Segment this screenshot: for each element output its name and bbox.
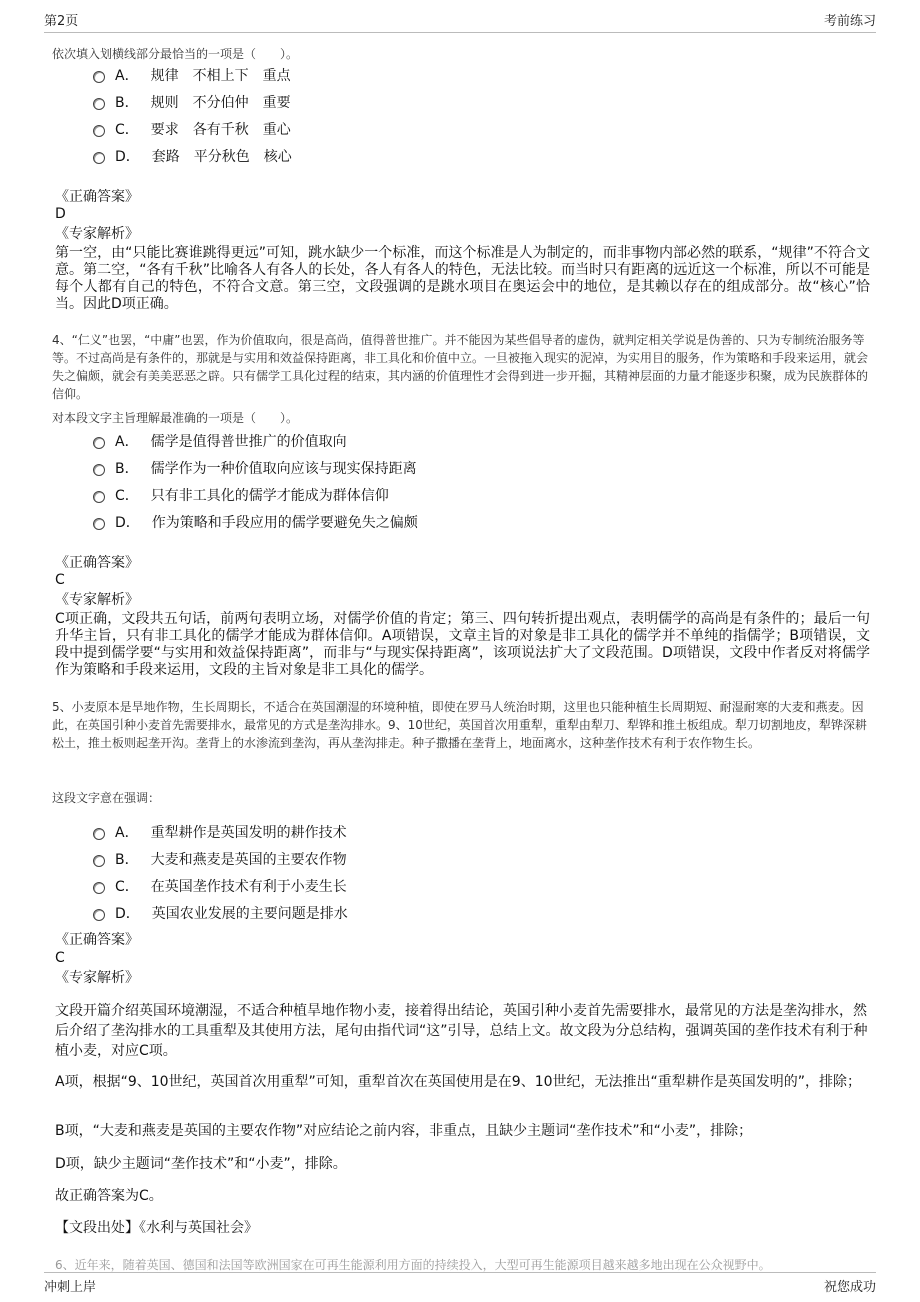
q3-answer: D [55,206,66,222]
q6-fragment: 6、近年来，随着英国、德国和法国等欧洲国家在可再生能源利用方面的持续投入，大型可再生能源项目越来越多地出现在公众视野中。 [55,1258,771,1272]
q5-analysis-label: 《专家解析》 [55,970,139,986]
radio-button[interactable] [93,98,105,110]
q4-answer-label: 《正确答案》 [55,555,139,571]
page-footer [44,1272,876,1295]
q4-passage: 4、“仁义”也罢，“中庸”也罢，作为价值取向，很是高尚，值得普世推广。并不能因为某些倡导者的虚伪，就判定相关学说是伪善的、只为专制统治服务等等。不过高尚是有条件的，那就是与实用和效益保持距离，非工具化和价值中立。一旦被拖入现实的泥淖，为实用目的服务，作为策略和手段来运用，就会失之偏颇，就会有美美恶恶之辟。只有儒学工具化过程的结束，其内涵的价值理性才会得到进一步开掘，其精神层面的力量才能逐步积聚，成为民族群体的信仰。 [52,333,869,401]
q4-option-d[interactable] [93,508,418,535]
q5-answer-label: 《正确答案》 [55,932,139,948]
option-text: 规律 不相上下 重点 [150,67,291,84]
q4-option-b[interactable] [93,454,418,481]
q4-stem: 对本段文字主旨理解最准确的一项是（ ）。 [52,411,299,425]
header-tag: 考前练习 [823,14,876,29]
option-letter: A． [115,824,139,841]
radio-button[interactable] [93,491,105,503]
q3-stem: 依次填入划横线部分最恰当的一项是（ ）。 [52,47,299,61]
option-text: 作为策略和手段应用的儒学要避免失之偏颇 [151,514,418,531]
q5-analysis-para-3: B项，“大麦和燕麦是英国的主要农作物”对应结论之前内容，非重点，且缺少主题词“垄作技术”和“小麦”，排除； [55,1123,753,1139]
q3-analysis: 第一空，由“只能比赛谁跳得更远”可知，跳水缺少一个标准，而这个标准是人为制定的，而非事物内部必然的联系，“规律”不符合文意。第二空，“各有千秋”比喻各人有各人的长处，各人有各人的特色，无法比较。而当时只有距离的远近这一个标准，所以不可能是每个人都有自己的特色，不符合文意。第三空，文段强调的是跳水项目在奥运会中的地位，是其赖以存在的组成部分。故“核心”恰当。因此D项正确。 [55,245,870,312]
radio-button[interactable] [93,71,105,83]
radio-button[interactable] [93,437,105,449]
page-header [44,10,876,33]
option-letter: C． [115,121,139,138]
q4-analysis-label: 《专家解析》 [55,592,139,608]
option-letter: D． [115,148,140,165]
option-letter: D． [115,905,140,922]
q5-source: 【文段出处】《水利与英国社会》 [55,1220,258,1236]
q5-answer: C [55,950,65,966]
q5-analysis-para-5: 故正确答案为C。 [55,1188,163,1204]
option-letter: B． [115,851,139,868]
radio-button[interactable] [93,828,105,840]
option-letter: A． [115,67,139,84]
option-text: 规则 不分伯仲 重要 [150,94,291,111]
q5-options [93,818,348,926]
option-letter: D． [115,514,140,531]
q4-option-a[interactable] [93,427,418,454]
q5-analysis-para-1: 文段开篇介绍英国环境潮湿，不适合种植旱地作物小麦，接着得出结论，英国引种小麦首先需要排水，最常见的方法是垄沟排水，然后介绍了垄沟排水的工具重犁及其使用方法，尾句由指代词“这”引导，总结上文。故文段为分总结构，强调英国的垄作技术有利于种植小麦，对应C项。 [55,1003,868,1059]
option-text: 只有非工具化的儒学才能成为群体信仰 [150,487,389,504]
q4-options [93,427,418,535]
q3-answer-label: 《正确答案》 [55,189,139,205]
option-text: 要求 各有千秋 重心 [150,121,291,138]
q4-analysis: C项正确，文段共五句话，前两句表明立场，对儒学价值的肯定；第三、四句转折提出观点，表明儒学的高尚是有条件的；最后一句升华主旨，只有非工具化的儒学才能成为群体信仰。A项错误，文章主旨的对象是非工具化的儒学并不单纯的指儒学；B项错误，文段中提到儒学要“与实用和效益保持距离”，而非与“与现实保持距离”，该项说法扩大了文段范围。D项错误，文段中作者反对将儒学作为策略和手段来运用，文段的主旨对象是非工具化的儒学。 [55,611,870,678]
option-text: 儒学作为一种价值取向应该与现实保持距离 [150,460,417,477]
option-text: 在英国垄作技术有利于小麦生长 [150,878,347,895]
radio-button[interactable] [93,518,105,530]
q5-option-d[interactable] [93,899,348,926]
option-text: 重犁耕作是英国发明的耕作技术 [150,824,347,841]
q4-answer: C [55,572,65,588]
q5-option-c[interactable] [93,872,348,899]
option-text: 儒学是值得普世推广的价值取向 [150,433,347,450]
option-letter: A． [115,433,139,450]
q5-option-a[interactable] [93,818,348,845]
option-text: 英国农业发展的主要问题是排水 [151,905,348,922]
q5-stem: 这段文字意在强调： [52,791,161,805]
radio-button[interactable] [93,882,105,894]
q5-option-b[interactable] [93,845,348,872]
q3-option-d[interactable] [93,142,292,169]
option-letter: C． [115,487,139,504]
q5-passage: 5、小麦原本是旱地作物，生长周期长，不适合在英国潮湿的环境种植，即使在罗马人统治时期，这里也只能种植生长周期短、耐湿耐寒的大麦和燕麦。因此，在英国引种小麦首先需要排水，最常见的方式是垄沟排水。9、10世纪，英国首次用重犁，重犁由犁刀、犁铧和推土板组成。犁刀切割地皮，犁铧深耕松土，推土板则起垄开沟。垄背上的水渗流到垄沟，再从垄沟排走。种子撒播在垄背上，地面离水，这种垄作技术有利于农作物生长。 [52,700,867,750]
option-text: 套路 平分秋色 核心 [151,148,292,165]
q3-analysis-label: 《专家解析》 [55,226,139,242]
radio-button[interactable] [93,152,105,164]
q4-option-c[interactable] [93,481,418,508]
q5-analysis-para-4: D项，缺少主题词“垄作技术”和“小麦”，排除。 [55,1156,347,1172]
radio-button[interactable] [93,909,105,921]
option-letter: B． [115,460,139,477]
radio-button[interactable] [93,464,105,476]
q5-analysis-para-2: A项，根据“9、10世纪，英国首次用重犁”可知，重犁首次在英国使用是在9、10世纪，无法推出“重犁耕作是英国发明的”，排除； [55,1074,862,1090]
q3-option-c[interactable] [93,115,292,142]
page-number: 第2页 [44,14,79,29]
option-letter: C． [115,878,139,895]
radio-button[interactable] [93,125,105,137]
footer-left: 冲刺上岸 [44,1280,97,1295]
radio-button[interactable] [93,855,105,867]
footer-right: 祝您成功 [823,1280,876,1295]
q3-option-a[interactable] [93,61,292,88]
q3-options [93,61,292,169]
option-letter: B． [115,94,139,111]
option-text: 大麦和燕麦是英国的主要农作物 [150,851,347,868]
q3-option-b[interactable] [93,88,292,115]
